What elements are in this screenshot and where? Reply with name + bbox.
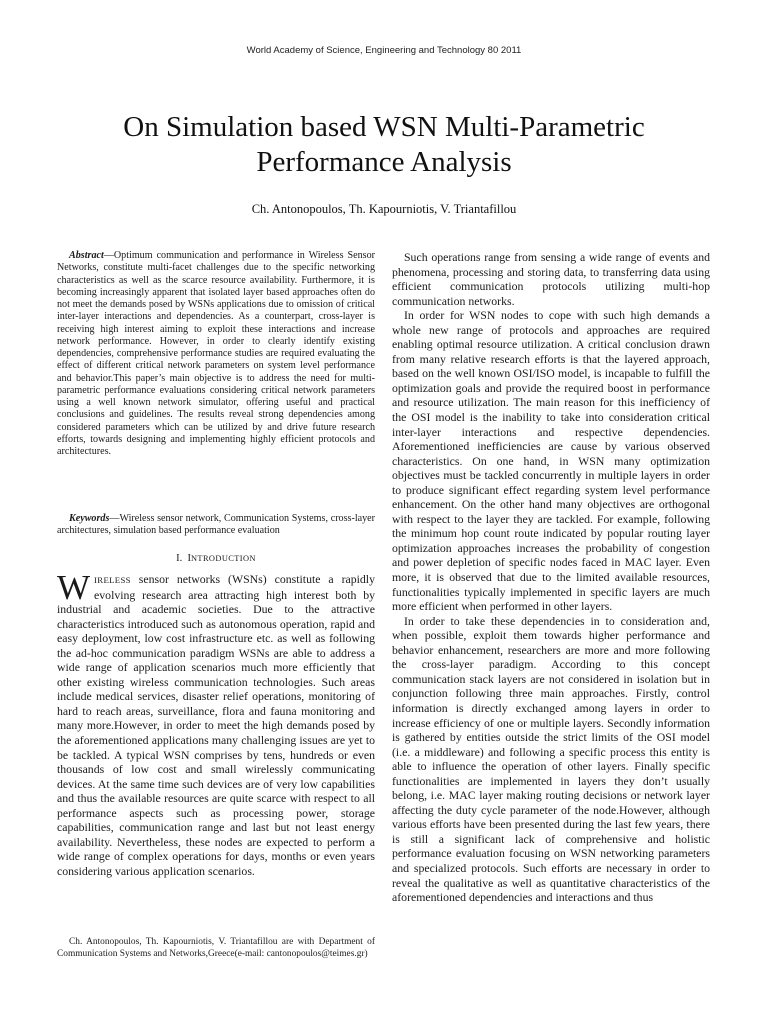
section-title-initial: I [187, 553, 191, 564]
abstract-block [57, 250, 375, 458]
author-list: Ch. Antonopoulos, Th. Kapourniotis, V. Triantafillou [251, 202, 517, 216]
introduction-text [57, 568, 375, 878]
keywords-block [57, 513, 375, 538]
section-title-rest: NTRODUCTION [190, 554, 256, 563]
drop-cap: W [57, 568, 91, 607]
author-footnote [57, 937, 375, 960]
paper-title [60, 110, 708, 180]
footnote-text: Ch. Antonopoulos, Th. Kapourniotis, V. Triantafillou are with Department of Communication Systems and Networks,Greece(e-mail: cantonopoulos@teimes.gr) [57, 937, 375, 959]
title-line-1: On Simulation based WSN Multi-Parametric [123, 111, 645, 143]
title-line-2: Performance Analysis [256, 146, 512, 178]
paragraph: In order to take these dependencies in to consideration and, when possible, exploit them towards higher performance and behavior enhancement, researchers are more and more following the cross-layer paradigm. According to this concept communication stack layers are not considered in isolation but in conjunction following three main approaches. Firstly, control information is directly exchanged among layers in order to increase efficiency of one or multiple layers. Secondly information is gathered by entities outside the strict limits of the OSI model (i.e. a middleware) and following a specific process this entity is able to influence the operation of other layers. Finally specific functionalities are implemented in layers they don’t usually belong, i.e. MAC layer making routing decisions or network layer affecting the duty cycle parameter of the node.However, although various efforts have been presented during the last few years, there is still a significant lack of comprehensive and holistic performance evaluation focusing on WSN networking parameters and specialized protocols. Such efforts are necessary in order to reveal the qualitative as well as quantitative characteristics of the aforementioned dependencies and interactions and thus [392, 613, 710, 905]
section-number: I. [176, 553, 183, 564]
section-heading [57, 553, 375, 564]
keywords-text: —Wireless sensor network, Communication Systems, cross-layer architectures, simulation based performance evaluation [57, 513, 375, 537]
abstract-label: Abstract [69, 250, 104, 261]
keywords-label: Keywords [69, 513, 110, 524]
paragraph: Such operations range from sensing a wide range of events and phenomena, processing and storing data, to transferring data using efficient communication protocols utilizing multi-hop communication networks. [392, 250, 710, 308]
abstract-text: —Optimum communication and performance in Wireless Sensor Networks, constitute multi-facet challenges due to the specific networking characteristics as well as the scarce resource availability. Furthermore, it is becoming increasingly apparent that isolated layer based approaches often do not meet the demands posed by WSNs applications due to omission of critical inter-layer interactions and dependencies. As a counterpart, cross-layer is receiving high interest aiming to exploit these interactions and increase network performance. However, in order to clearly identify existing dependencies, comprehensive performance studies are required evaluating the effect of different critical network parameters on system level performance and behavior.This paper’s main objective is to address the need for multi-parametric performance evaluations considering critical network parameters using a well known network simulator, offering useful and practical conclusions and guidelines. The results reveal strong dependencies among considered parameters which can be utilized by and drive future research efforts, towards designing and implementing highly efficient protocols and architectures. [57, 250, 375, 457]
right-column [392, 250, 710, 905]
intro-smallcaps: IRELESS [94, 575, 131, 585]
intro-body: sensor networks (WSNs) constitute a rapidly evolving research area attracting high interest both by industrial and academic societies. Due to the attractive characteristics introduced such as autonomous operation, rapid and easy deployment, low cost infrastructure etc. as well as following the ad-hoc communication paradigm WSNs are able to address a wide range of application scenarios much more efficiently that other existing wireless communication technologies. Such areas include medical services, disaster relief operations, monitoring of hard to reach areas, surveillance, flora and fauna monitoring and many more.However, in order to meet the high demands posed by the aforementioned applications many challenging issues are yet to be tackled. A typical WSN comprises by tens, hundreds or even thousands of low cost and small wirelessly communicating devices. At the same time such devices are of very low capabilities and thus the available resources are quite scarce with respect to all performance aspects such as processing power, storage capabilities, communication range and last but not least energy availability. Nevertheless, these nodes are expected to perform a wide range of complex operations for days, months or even years considering various application scenarios. [57, 572, 375, 878]
paragraph: In order for WSN nodes to cope with such high demands a whole new range of protocols and approaches are required enabling optimal resource utilization. A critical conclusion drawn from many relative research efforts is that the layered approach, based on the well known OSI/ISO model, is incapable to fulfill the optimization goals and provide the required boost in performance and resource utilization. The main reason for this inefficiency of the OSI model is the inability to take into consideration critical inter-layer interactions and respective dependencies. Aforementioned inefficiencies are cause by various observed characteristics. On one hand, in WSN many optimization objectives must be tackled concurrently in multiple layers in order to produce significant effect regarding system level performance enhancement. On the other hand many objectives are orthogonal with respect to the layer they are tackled. For example, following the minimum hop count route indicated by popular routing layer optimization approaches increases the probability of congestion and power depletion of specific nodes faced in MAC layer. Even more, it is observed that due to the limited available resources, functionalities typically implemented in specific layers are much more efficient when performed in other layers. [392, 308, 710, 614]
journal-header: World Academy of Science, Engineering and Technology 80 2011 [246, 45, 522, 56]
